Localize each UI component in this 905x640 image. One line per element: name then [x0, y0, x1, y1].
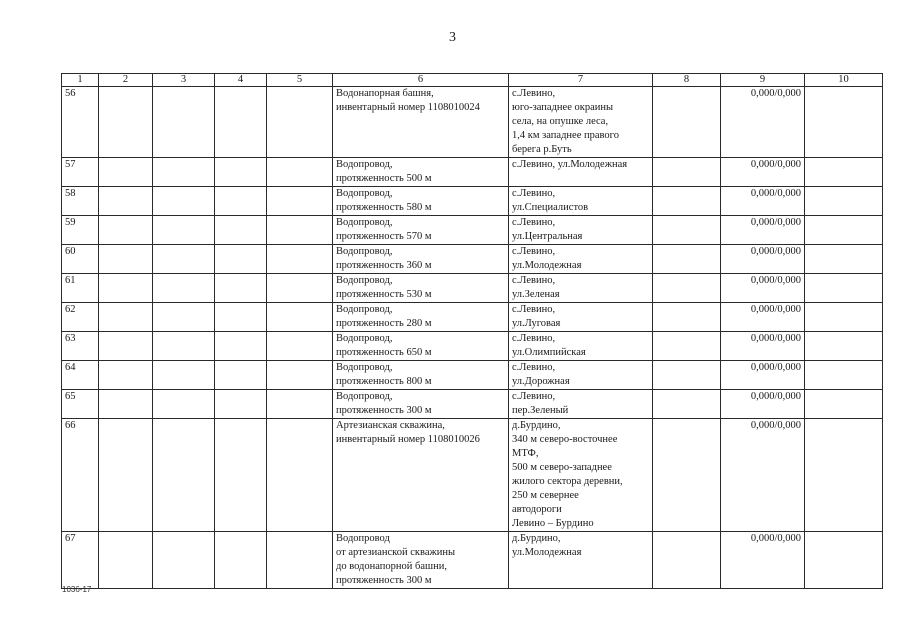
value-cell: 0,000/0,000	[721, 216, 805, 245]
value-cell: 0,000/0,000	[721, 303, 805, 332]
column-3-cell	[153, 87, 215, 158]
row-number-cell: 66	[62, 419, 99, 532]
column-4-cell	[215, 216, 267, 245]
location-cell: с.Левино, ул.Олимпийская	[509, 332, 653, 361]
column-5-cell	[267, 390, 333, 419]
column-2-cell	[99, 158, 153, 187]
document-code: 1036-17	[62, 585, 92, 594]
column-10-cell	[805, 216, 883, 245]
object-name-cell: Водонапорная башня, инвентарный номер 1108010024	[333, 87, 509, 158]
table-row	[62, 187, 883, 216]
object-name-cell: Водопровод, протяженность 800 м	[333, 361, 509, 390]
column-5-cell	[267, 419, 333, 532]
column-2-cell	[99, 332, 153, 361]
location-cell: д.Бурдино, 340 м северо-восточнее МТФ, 500 м северо-западнее жилого сектора деревни, 250 м севернее автодороги Левино – Бурдино	[509, 419, 653, 532]
object-name-cell: Артезианская скважина, инвентарный номер 1108010026	[333, 419, 509, 532]
row-number-cell: 62	[62, 303, 99, 332]
column-4-cell	[215, 390, 267, 419]
column-3-cell	[153, 532, 215, 589]
column-2-cell	[99, 419, 153, 532]
location-cell: с.Левино, ул.Специалистов	[509, 187, 653, 216]
property-register-table	[61, 73, 883, 589]
column-10-cell	[805, 158, 883, 187]
column-10-cell	[805, 361, 883, 390]
column-3-cell	[153, 361, 215, 390]
column-10-cell	[805, 274, 883, 303]
column-8-cell	[653, 361, 721, 390]
object-name-cell: Водопровод от артезианской скважины до водонапорной башни, протяженность 300 м	[333, 532, 509, 589]
table-row	[62, 532, 883, 589]
value-cell: 0,000/0,000	[721, 361, 805, 390]
column-4-cell	[215, 87, 267, 158]
column-5-cell	[267, 532, 333, 589]
column-10-cell	[805, 187, 883, 216]
row-number-cell: 65	[62, 390, 99, 419]
column-8-cell	[653, 216, 721, 245]
column-5-cell	[267, 303, 333, 332]
column-5-cell	[267, 361, 333, 390]
table-row	[62, 390, 883, 419]
column-5-cell	[267, 216, 333, 245]
row-number-cell: 58	[62, 187, 99, 216]
row-number-cell: 64	[62, 361, 99, 390]
row-number-cell: 61	[62, 274, 99, 303]
column-header: 7	[509, 74, 653, 87]
column-header: 6	[333, 74, 509, 87]
column-10-cell	[805, 419, 883, 532]
header-row	[62, 74, 883, 87]
column-4-cell	[215, 187, 267, 216]
object-name-cell: Водопровод, протяженность 650 м	[333, 332, 509, 361]
column-header: 4	[215, 74, 267, 87]
table-row	[62, 274, 883, 303]
column-8-cell	[653, 187, 721, 216]
object-name-cell: Водопровод, протяженность 360 м	[333, 245, 509, 274]
column-5-cell	[267, 332, 333, 361]
column-header: 8	[653, 74, 721, 87]
column-3-cell	[153, 158, 215, 187]
column-4-cell	[215, 332, 267, 361]
column-4-cell	[215, 532, 267, 589]
column-5-cell	[267, 274, 333, 303]
location-cell: с.Левино, ул.Дорожная	[509, 361, 653, 390]
column-10-cell	[805, 532, 883, 589]
column-2-cell	[99, 187, 153, 216]
location-cell: с.Левино, ул.Центральная	[509, 216, 653, 245]
table-row	[62, 303, 883, 332]
column-2-cell	[99, 87, 153, 158]
table-row	[62, 419, 883, 532]
row-number-cell: 59	[62, 216, 99, 245]
column-header: 5	[267, 74, 333, 87]
object-name-cell: Водопровод, протяженность 280 м	[333, 303, 509, 332]
object-name-cell: Водопровод, протяженность 530 м	[333, 274, 509, 303]
column-10-cell	[805, 390, 883, 419]
column-header: 10	[805, 74, 883, 87]
row-number-cell: 60	[62, 245, 99, 274]
column-4-cell	[215, 158, 267, 187]
location-cell: с.Левино, ул.Молодежная	[509, 158, 653, 187]
column-header: 1	[62, 74, 99, 87]
column-8-cell	[653, 245, 721, 274]
table-row	[62, 87, 883, 158]
page-number: 3	[449, 30, 456, 45]
column-2-cell	[99, 245, 153, 274]
column-3-cell	[153, 419, 215, 532]
column-header: 3	[153, 74, 215, 87]
location-cell: с.Левино, пер.Зеленый	[509, 390, 653, 419]
column-3-cell	[153, 390, 215, 419]
column-10-cell	[805, 303, 883, 332]
table-row	[62, 158, 883, 187]
column-4-cell	[215, 303, 267, 332]
column-3-cell	[153, 187, 215, 216]
column-8-cell	[653, 158, 721, 187]
object-name-cell: Водопровод, протяженность 570 м	[333, 216, 509, 245]
row-number-cell: 67	[62, 532, 99, 589]
row-number-cell: 57	[62, 158, 99, 187]
column-5-cell	[267, 87, 333, 158]
column-8-cell	[653, 419, 721, 532]
column-3-cell	[153, 216, 215, 245]
object-name-cell: Водопровод, протяженность 580 м	[333, 187, 509, 216]
table-row	[62, 216, 883, 245]
table-row	[62, 332, 883, 361]
location-cell: д.Бурдино, ул.Молодежная	[509, 532, 653, 589]
value-cell: 0,000/0,000	[721, 332, 805, 361]
column-2-cell	[99, 274, 153, 303]
column-2-cell	[99, 216, 153, 245]
location-cell: с.Левино, ул.Луговая	[509, 303, 653, 332]
value-cell: 0,000/0,000	[721, 245, 805, 274]
column-5-cell	[267, 158, 333, 187]
column-2-cell	[99, 361, 153, 390]
column-8-cell	[653, 87, 721, 158]
column-3-cell	[153, 332, 215, 361]
location-cell: с.Левино, ул.Молодежная	[509, 245, 653, 274]
value-cell: 0,000/0,000	[721, 419, 805, 532]
column-4-cell	[215, 361, 267, 390]
column-10-cell	[805, 245, 883, 274]
table-row	[62, 245, 883, 274]
value-cell: 0,000/0,000	[721, 187, 805, 216]
column-8-cell	[653, 532, 721, 589]
column-header: 9	[721, 74, 805, 87]
object-name-cell: Водопровод, протяженность 300 м	[333, 390, 509, 419]
value-cell: 0,000/0,000	[721, 158, 805, 187]
table-row	[62, 361, 883, 390]
column-2-cell	[99, 532, 153, 589]
location-cell: с.Левино, юго-западнее окраины села, на опушке леса, 1,4 км западнее правого берега р.Буть	[509, 87, 653, 158]
column-5-cell	[267, 245, 333, 274]
column-5-cell	[267, 187, 333, 216]
value-cell: 0,000/0,000	[721, 390, 805, 419]
value-cell: 0,000/0,000	[721, 532, 805, 589]
value-cell: 0,000/0,000	[721, 87, 805, 158]
column-10-cell	[805, 87, 883, 158]
object-name-cell: Водопровод, протяженность 500 м	[333, 158, 509, 187]
column-10-cell	[805, 332, 883, 361]
row-number-cell: 56	[62, 87, 99, 158]
column-4-cell	[215, 245, 267, 274]
column-4-cell	[215, 419, 267, 532]
column-4-cell	[215, 274, 267, 303]
column-3-cell	[153, 274, 215, 303]
column-8-cell	[653, 390, 721, 419]
column-header: 2	[99, 74, 153, 87]
location-cell: с.Левино, ул.Зеленая	[509, 274, 653, 303]
column-2-cell	[99, 390, 153, 419]
column-3-cell	[153, 303, 215, 332]
value-cell: 0,000/0,000	[721, 274, 805, 303]
column-8-cell	[653, 303, 721, 332]
column-3-cell	[153, 245, 215, 274]
column-2-cell	[99, 303, 153, 332]
column-8-cell	[653, 332, 721, 361]
row-number-cell: 63	[62, 332, 99, 361]
column-8-cell	[653, 274, 721, 303]
